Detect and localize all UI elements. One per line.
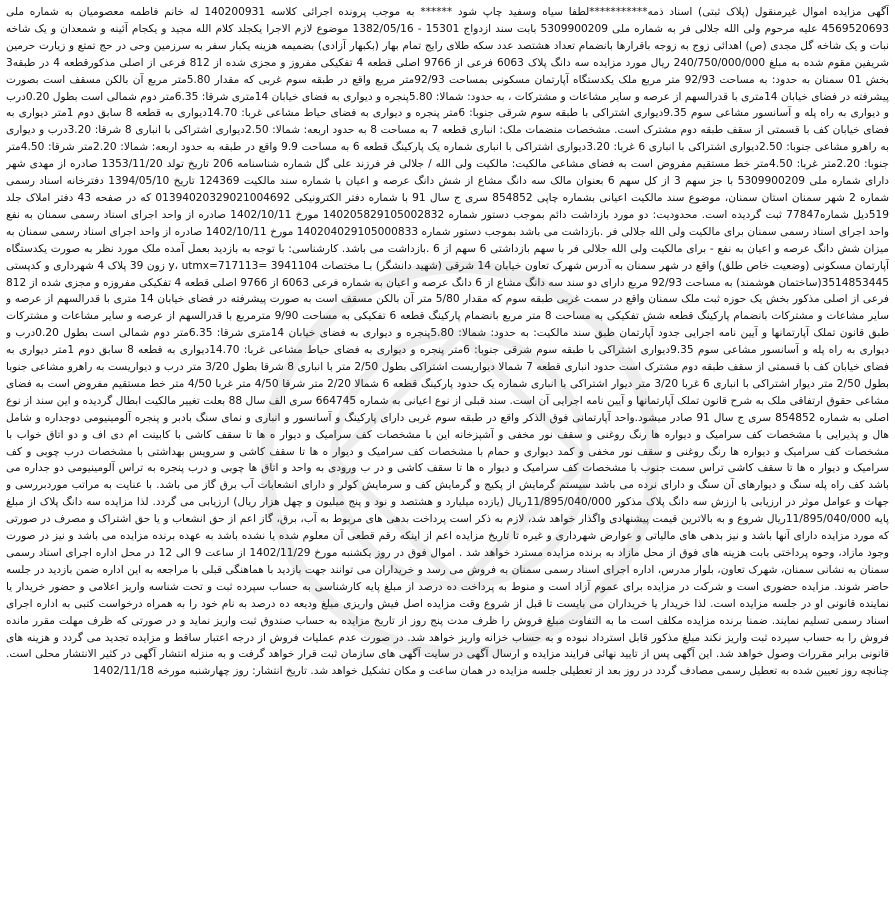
auction-notice — [6, 4, 889, 907]
notice-paragraph: آگهی مزایده اموال غیرمنقول (پلاک ثبتی) اسناد ذمه***********لطفا سیاه وسفید چاپ شود ****** به موجب پرونده اجرائی کلاسه 140200931 له خانم فاطمه معصومیان به شماره ملی 4569520693 علیه مرحوم ولی الله جلالی فر به شماره ملی 5309900209 بابت سند ازدواج 15301 - 1382/05/16 موضوع لازم الاجرا یکجلد کلام الله مجید و یکجام آئینه و شمعدان و یک شاخه نبات و یک شاخه گل مجدی (ص) اهدائی زوج به زوجه باقرارها بانضمام تعداد هشتصد عدد سکه طلای رایج تمام بهار (بکبهار آزادی) بضمیمه هزینه یکبار سفر به سرزمین وحی در حج تمتع و زیارت حرمین شریفین مقوم شده به مبلغ 240/750/000/000 ریال مورد مزایده سه دانگ پلاک 6063 فرعی از 9766 اصلی قطعه 4 تفکیکی مفروز و مجزی شده از 812 فرعی از اصلی مذکورقطعه 4 در طبقه3 بخش 01 سمنان به حدود: به مساحت 92/93 متر مربع ملک یکدستگاه آپارتمان مسکونی بمساحت 92/93متر مربع واقع در طبقه سوم غربی که مقدار 5.80متر مربع آن بالکن مسقف است بصورت پیشرفته در فضای خیابان 14متری با قدرالسهم از عرصه و سایر مشاعات و مشترکات ، به حدود: شمالا: 5.80پنجره و دیواری به فضای خیابان 14متری شرقا: 6.35متر دوم شمالی است بطول 0.20درب و دیواری به راه پله و آسانسور مشاعی سوم 9.35دیواری اشتراکی با طبقه سوم شرقی جنوبا: 6متر پنجره و دیواری به فضای حیاط مشاعی غربا: 14.70دیواری به قطعه 8 سابق دوم 1متر دیواری به فضای خیابان کف با قسمتی از سقف طبقه دوم مشترک است. مشخصات منضمات ملک: انباری قطعه 7 به مساحت 8 به حدود اربعه: شمالا: 2.50دیواری اشتراکی با انباری 8 شرقا: 3.20درب و دیواری به راهرو مشاعی جنوبا: 2.50دیواری اشتراکی با انباری 6 غربا: 3.20دیواری اشتراکی با انباری شماره یک پارکینگ قطعه 6 به مساحت 9.9 واقع در طبقه به حدود اربعه: شمالا: 2.20متر شرقا: 4.50متر جنوبا: 2.20متر غربا: 4.50متر خط مستقیم مفروض است به فضای مشاعی مالکیت: مالکیت ولی الله / جلالی فر فرزند علی گل شماره شناسنامه 206 تاریخ تولد 1353/11/20 صادره از مهدی شهر دارای شماره ملی 5309900209 با جز سهم 3 از کل سهم 6 بعنوان مالک سه دانگ مشاع از شش دانگ عرصه و اعیان با شماره سند مالکیت 124369 تاریخ 1394/05/10 دفترخانه اسناد رسمی شماره 2 شهر سمنان استان سمنان، موضوع سند مالکیت اعیانی بشماره چاپی 854852 سری ج سال 91 با شماره دفتر الکترونیکی 01394020329021004692 که در صفحه 43 دفتر املاک جلد 519دیل شماره77847 ثبت گردیده است. محدودیت: دو مورد بازداشت دائم بموجب دستور شماره 140205829105002832 مورخ 1402/10/11 صادره از واحد اجرای اسناد رسمی سمنان به نفع واحد اجرای اسناد رسمی سمنان برای مالکیت ولی الله جلالی فر .بازداشت می باشد بموجب دستور شماره 140204029105000833 مورخ 1402/10/11 صادره از واحد اجرای اسناد رسمی سمنان به میزان شش دانگ عرصه و اعیان به نفع - برای مالکیت ولی الله جلالی فر با سهم بازداشتی 6 سهم از 6 .بازداشت می باشد. کارشناسی: با توجه به بازدید بعمل آمده ملک مورد نظر به صورت یکدستگاه آپارتمان مسکونی (وضعیت خاص طلق) واقع در شهر سمنان به آدرس شهرک تعاون خیابان 14 شرقی (شهید دانشگر) بـا مختصات 3941104 =y، utmx=717113 زون 39 پلاک 4 شهرداری و کدپستی 3514853445(ساختمان هوشمند) به مساحت 92/93 مربع دارای دو سند سه دانگ مشاع از 6 دانگ عرصه و اعیان به شماره فرعی 6063 از 9766 اصلی قطعه 4 تفکیکی مفروزه و مجزی شده از 812 فرعی از اصلی مذکور بخش یک حوزه ثبت ملک سمنان واقع در سمت غربی طبقه سوم که مقدار 5/80 متر آن بالکن مسقف است به صورت پیشرفته در فضای خیابان 14 متری با قدرالسهم از عرصه و سایر مشاعات و مشترکات بانضمام پارکینگ قطعه شش تفکیکی به مساحت 8 متر مربع بانضمام پارکینگ قطعه 6 تفکیکی به مساحت 9/90 مترمربع با قدرالسهم از عرصه و سایر مشاعات و مشترکات طبق قانون تملک آپارتمانها و آیین نامه اجرایی جدود آپارتمان طبق سند مالکیت: به حدود: شمالا: 5.80پنجره و دیواری به فضای خیابان 14متری شرقا: 6.35متر دوم شمالی است بطول 0.20درب و دیواری به راه پله و آسانسور مشاعی سوم 9.35دیواری اشتراکی با طبقه سوم شرقی جنوبا: 6متر پنجره و دیواری به فضای حیاط مشاعی غربا: 14.70دیواری به قطعه 8 سابق دوم 1متر دیواری به فضای خیابان کف با قسمتی از سقف طبقه دوم مشترک است حدود انباری قطعه 7 شمالا دیواریست اشتراکی بطول 2/50 متر با انباری 8 شرقا بطول 3/20 متر درب و دیواریست به راهرو مشاعی جنوبا بطول 2/50 متر دیوار اشتراکی با انباری 6 غربا 3/20 متر دیوار اشتراکی با انباری شماره یک حدود پارکینگ قطعه 6 شمالا 2/20 متر شرقا 4/50 متر غربا 4/50 متر خط مستقیم مفروض است به فضای مشاعی حقوق ارتفاقی ملک به شرح قانون تملک آپارتمانها و آیین نامه اجرایی آن است. سند قبلی از نوع اعیانی به شماره 664745 سری الف سال 88 بعلت تغییر مالکیت ابطال گردیده و این سند از نوع اصلی به شماره 854852 سری ج سال 91 صادر میشود.واحد آپارتمانی فوق الذکر واقع در طبقه سوم غربی دارای پارکینگ و آسانسور و انباری و نمای سنگ بادبر و پنجره آلومینیومی دوجداره و شامل هال و پذیرایی با مشخصات کف سرامیک و دیواره ها رنگ روغنی و سقف نور مخفی و آشپزخانه این با مشخصات کف سرامیک و دیوار ه ها تا سقف کاشی با کابینت ام دی اف و دو اتاق خواب با مشخصات کف سرامیک و دیواره ها رنگ روغنی و سقف نور مخفی و کمد دیواری و حمام با مشخصات کف سرامیک و دیوار ه ها تا سقف کاشی و سرویس بهداشتی با مشخصات درب چوبی و کف سرامیک و دیوار ه ها تا سقف کاشی تراس سمت جنوب با مشخصات کف سرامیک و دیوار ه ها تا سقف کاشی و در ب ورودی به واحد و اتاق ها چوبی و درب پنجره به تراس آلومینیومی دو جداره می باشد کف راه پله سنگ و دیوارهای آن سنگ و دارای نرده می باشد سیستم گرمایش از پکیج و گرمایش کف و سرمایش کولر و دارای انشعابات آب برق گاز می باشد. با عنایت به مراتب موردبررسی و جهات و عوامل موثر در ارزیابی با ارزش سه دانگ پلاک مذکور 11/895/040/000ریال (یازده میلیارد و هشتصد و نود و پنج میلیون و چهل هزار ریال) ارزیابی می گردد. لذا مزایده سه دانگ پلاک از مبلغ پایه 11/895/040/000ریال شروع و به بالاترین قیمت پیشنهادی واگذار خواهد شد، لازم به ذکر است پرداخت بدهی های مربوط به آب، برق، گاز اعم از حق انشعاب و یا حق اشتراک و مصرف در صورتی که مورد مزایده دارای آنها باشد و نیز بدهی های مالیاتی و عوارض شهرداری و غیره تا تاریخ مزایده اعم از اینکه رقم قطعی آن معلوم شده یا نشده باشد به عهده برنده مزایده می باشد و نیز در صورت وجود مازاد، وجوه پرداختی بابت هزینه های فوق از محل مازاد به برنده مزایده مسترد خواهد شد . اموال فوق در روز یکشنبه مورخ 1402/11/29 از ساعت 9 الی 12 در محل اداره اجرای اسناد رسمی سمنان به نشانی سمنان، شهرک تعاون، بلوار مدرس، اداره اجرای اسناد رسمی سمنان به فروش می رسد و خریداران می توانند جهت بازدید با هماهنگی قبلی با مراجعه به این اداره ضمن بازدید در جلسه حاضر شوند. مزایده حضوری است و شرکت در مزایده برای عموم آزاد است و منوط به پرداخت ده درصد از مبلغ پایه کارشناسی به حساب سپرده ثبت و تحت شناسه واریز اعلامی و حضور خریدار یا نماینده قانونی او در جلسه مزایده است. لذا خریدار یا خریداران می بایست تا قبل از شروع وقت مزایده اصل فیش واریزی مبلغ ودیعه ده درصد به نام خود را به همراه درخواست کتبی به اداره اجرای اسناد رسمی تسلیم نمایند. ضمنا برنده مزایده مکلف است ما به التفاوت مبلغ فروش را ظرف مدت پنج روز از تاریخ مزایده به حساب صندوق ثبت واریز نماید و در صورتی که ظرف مهلت مقرر مانده فروش را به حساب سپرده ثبت واریز نکند مبلغ مذکور قابل استرداد نبوده و به حساب خزانه واریز خواهد شد. در صورت عدم عملیات فروش از درجه اعتبار ساقط و مزایده تجدید می گردد و هزینه های قانونی برابر مقررات وصول خواهد شد. این آگهی پس از تایید نهائی فرایند مزایده و ارسال آگهی در سایت آگهی های سازمان ثبت قرار خواهد گرفت و به منزله انتشار آگهی در کثیر الانتشار محلی است. چنانچه روز تعیین شده به تعطیل رسمی مصادف گردد در روز بعد از تعطیلی جلسه مزایده در همان ساعت و مکان تشکیل خواهد شد. تاریخ انتشار: روز چهارشنبه مورخه 1402/11/18 — [6, 6, 889, 678]
